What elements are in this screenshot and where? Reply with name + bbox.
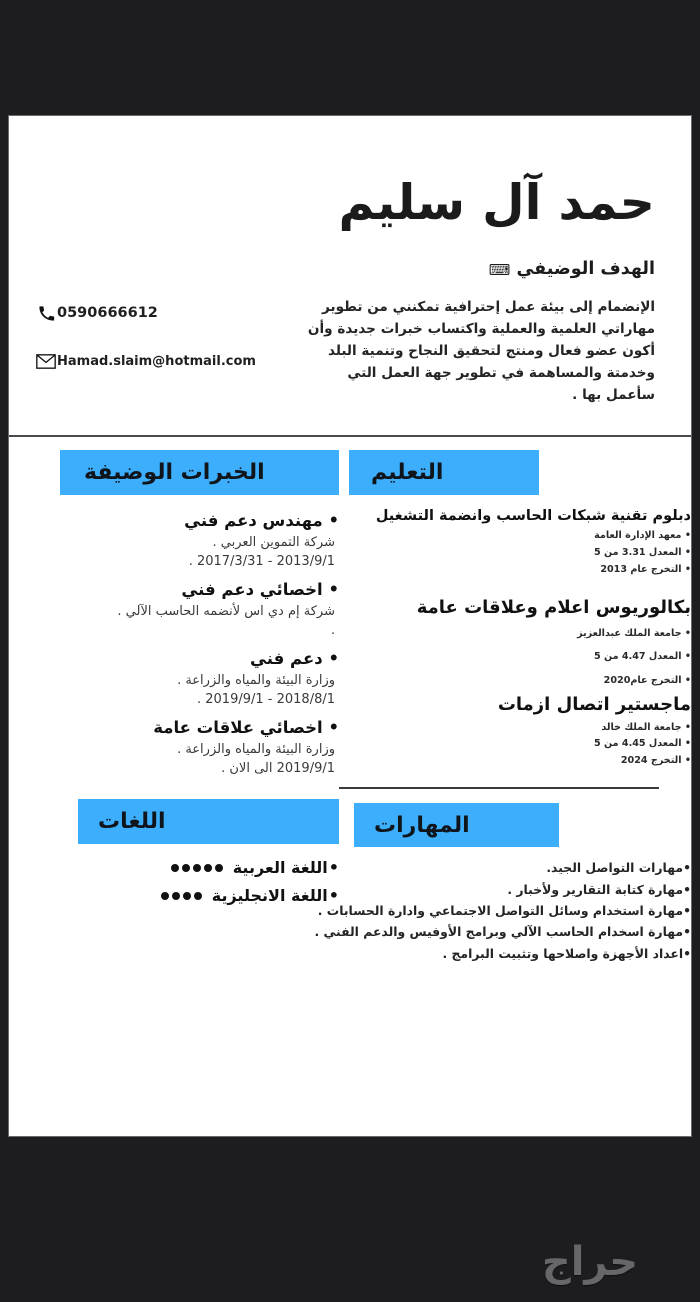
phone-icon: [35, 302, 57, 324]
experience-role: • مهندس دعم فني: [25, 509, 339, 533]
email-address: Hamad.slaim@hotmail.com: [57, 353, 256, 369]
education-degree: ماجستير اتصال ازمات: [497, 694, 691, 716]
experience-dates: 2013/9/1 - 2017/3/31 .: [25, 552, 339, 572]
page-title: حمد آل سليم: [338, 174, 655, 231]
proficiency-dot: [204, 864, 212, 872]
left-column: [9, 437, 339, 910]
education-entry: [347, 692, 691, 770]
education-graduation: • التخرج عام2020: [351, 669, 691, 693]
spacer: [347, 579, 691, 595]
education-details: [347, 622, 691, 693]
proficiency-dot: [171, 864, 179, 872]
section-header-experience: [60, 450, 339, 495]
proficiency-dot: [194, 892, 202, 900]
education-entry: [347, 595, 691, 693]
list-item: • مهارة اسخدام الحاسب الآلي وبرامج الأوفيس والدعم الفني .: [345, 921, 691, 942]
envelope-icon: [35, 350, 57, 372]
section-header-education-label: التعليم: [371, 460, 444, 485]
list-item: • مهارة كتابة التقارير ولأخبار .: [345, 879, 691, 900]
objective-text: الإنضمام إلى بيئة عمل إحترافية تمكنني من تطوير مهاراتي العلمية والعملية واكتساب خبرات جديدة وأن أكون عضو فعال ومنتج لتحقيق النجاح وتنمية البلد وخدمتة والمساهمة في تطوير جهة العمل التي سأعمل بها .: [307, 299, 655, 404]
proficiency-dot: [182, 864, 190, 872]
section-header-experience-label: الخبرات الوضيفة: [84, 460, 265, 485]
location-pin-icon: ⌨: [488, 261, 511, 279]
education-entry: [347, 506, 691, 579]
section-header-skills-label: المهارات: [374, 812, 470, 838]
section-header-education: [349, 450, 539, 495]
language-level-dots: [161, 892, 202, 900]
list-item: • مهارة استخدام وسائل التواصل الاجتماعي وادارة الحسابات .: [345, 900, 691, 921]
experience-list: [9, 509, 339, 779]
skills-divider: [339, 787, 659, 790]
phone-number: 0590666612: [57, 305, 158, 321]
education-institution: • معهد الإدارة العامة: [351, 528, 691, 545]
bullet-icon: •: [328, 885, 339, 905]
education-details: [347, 720, 691, 770]
experience-dates: [25, 621, 339, 641]
list-item: [25, 647, 339, 710]
language-name: اللغة العربية: [232, 857, 328, 877]
experience-company: شركة التموين العربي .: [25, 533, 339, 553]
proficiency-dot: [215, 864, 223, 872]
education-graduation: • التخرج عام 2013: [351, 562, 691, 579]
education-graduation: • التخرج 2024: [351, 753, 691, 770]
list-item: • اعداد الأجهزة واصلاحها وتثبيت البرامج .: [345, 943, 691, 964]
proficiency-dot: [193, 864, 201, 872]
list-item: [35, 854, 339, 882]
objective-heading: [489, 259, 655, 279]
experience-dates: 2018/8/1 - 2019/9/1 .: [25, 690, 339, 710]
proficiency-dot: [161, 892, 169, 900]
section-header-languages-label: اللغات: [98, 808, 166, 834]
education-gpa: • المعدل 3.31 من 5: [351, 545, 691, 562]
education-details: [347, 528, 691, 578]
education-gpa: • المعدل 4.47 من 5: [351, 645, 691, 669]
haraj-watermark: حراج: [541, 1239, 639, 1285]
contact-block: [9, 302, 271, 398]
experience-role: • اخصائي علاقات عامة: [25, 716, 339, 740]
bullet-icon: •: [328, 857, 339, 877]
list-item: [25, 509, 339, 572]
section-header-skills: [354, 803, 559, 847]
cv-body: [9, 437, 691, 1136]
list-item: [25, 716, 339, 779]
education-list: [339, 506, 691, 770]
experience-role: • اخصائي دعم فني: [25, 578, 339, 602]
right-column: [314, 437, 691, 964]
cv-sheet: [9, 116, 691, 1136]
skills-list: [314, 857, 691, 964]
experience-company: وزارة البيئة والمياه والزراعة .: [25, 671, 339, 691]
contact-row-email[interactable]: [9, 350, 271, 372]
list-item: [25, 578, 339, 641]
education-gpa: • المعدل 4.45 من 5: [351, 736, 691, 753]
education-institution: • جامعة الملك خالد: [351, 720, 691, 737]
section-header-languages: [78, 799, 339, 844]
experience-company: وزارة البيئة والمياه والزراعة .: [25, 740, 339, 760]
list-item: • مهارات التواصل الجيد.: [345, 857, 691, 878]
objective-heading-label: الهدف الوضيفي: [516, 259, 655, 279]
education-degree: بكالوريوس اعلام وعلاقات عامة: [416, 596, 691, 618]
education-institution: • جامعة الملك عبدالعزيز: [351, 622, 691, 646]
education-degree: دبلوم تقنية شبكات الحاسب وانضمة التشغيل: [375, 508, 691, 524]
languages-list: [9, 854, 339, 910]
language-name: اللغة الانجليزية: [211, 885, 328, 905]
experience-dates: 2019/9/1 الى الان .: [25, 759, 339, 779]
proficiency-dot: [183, 892, 191, 900]
language-level-dots: [171, 864, 223, 872]
experience-company: شركة إم دي اس لأنضمه الحاسب الآلي .: [25, 602, 339, 622]
list-item: [35, 882, 339, 910]
experience-role: • دعم فني: [25, 647, 339, 671]
cv-header: [9, 116, 691, 435]
proficiency-dot: [172, 892, 180, 900]
contact-row-phone[interactable]: [9, 302, 271, 324]
